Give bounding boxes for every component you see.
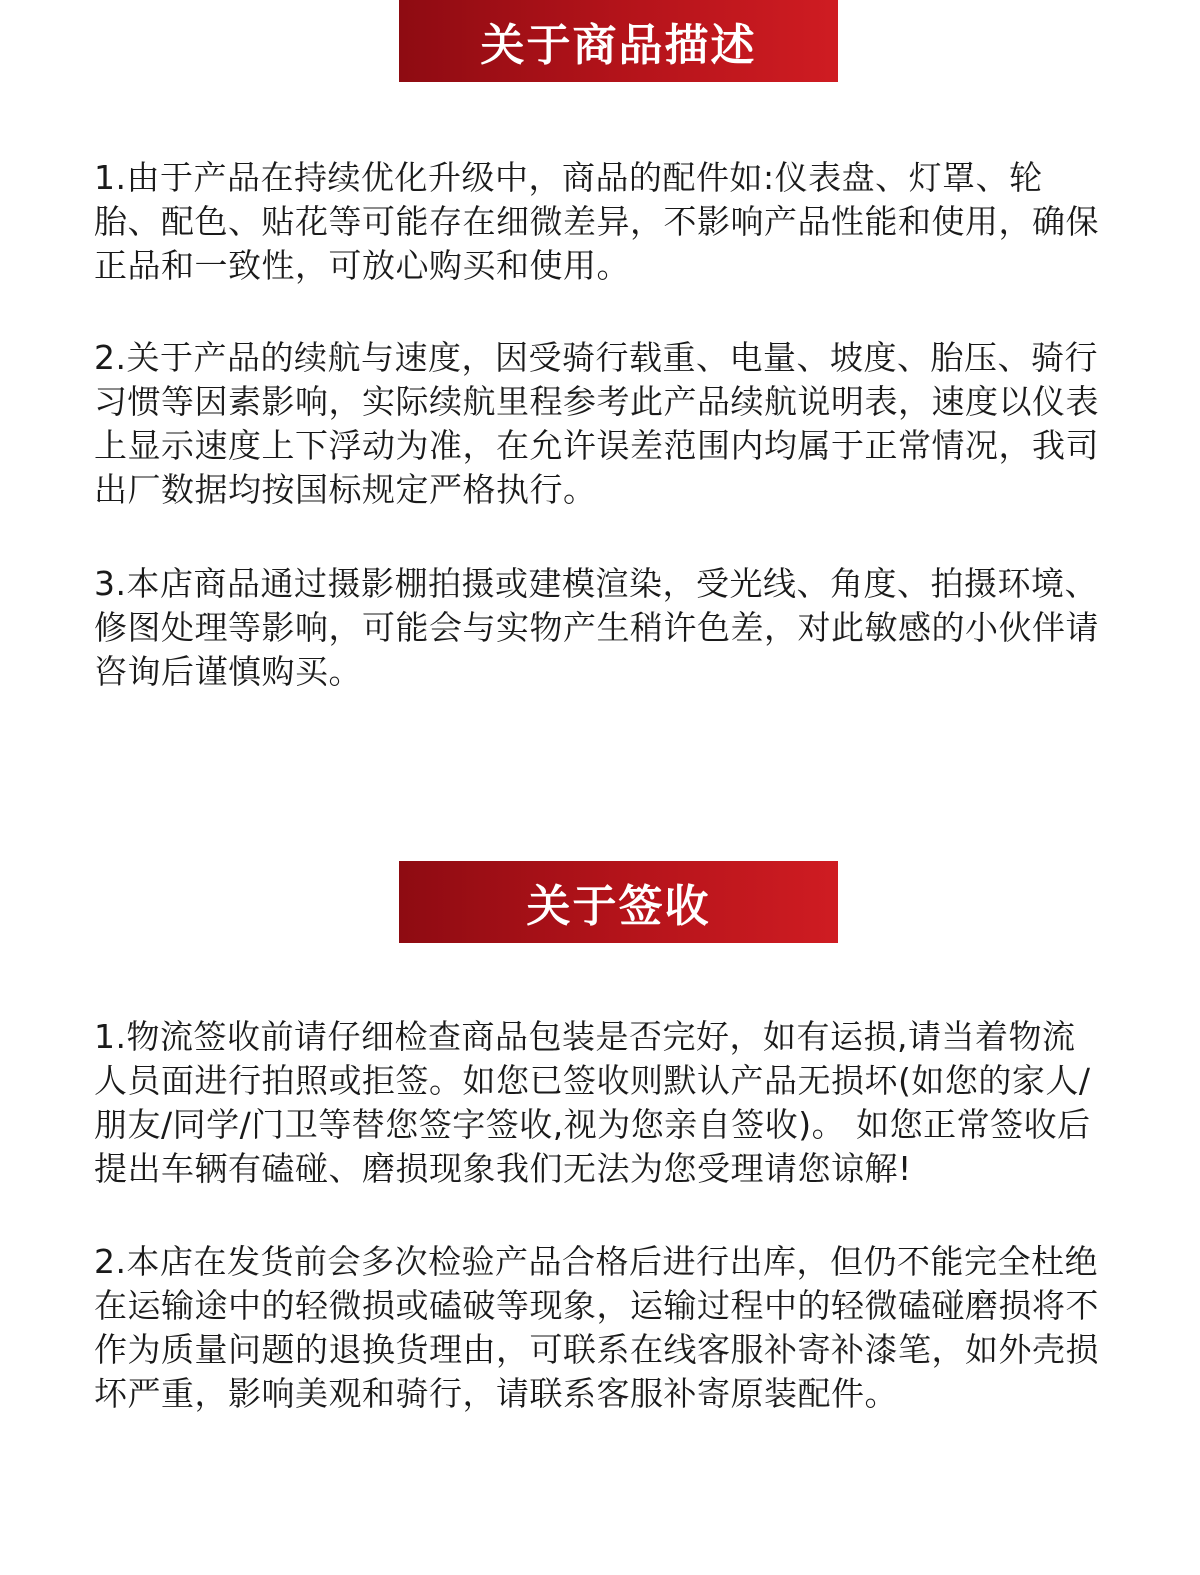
product-description-paragraph-3: 3.本店商品通过摄影棚拍摄或建模渲染，受光线、角度、拍摄环境、修图处理等影响，可能会与实物产生稍许色差，对此敏感的小伙伴请咨询后谨慎购买。 bbox=[94, 564, 1099, 691]
delivery-signing-paragraph-1: 1.物流签收前请仔细检查商品包装是否完好，如有运损,请当着物流人员面进行拍照或拒签。如您已签收则默认产品无损坏(如您的家人/朋友/同学/门卫等替您签字签收,视为您亲自签收)。 如您正常签收后提出车辆有磕碰、磨损现象我们无法为您受理请您谅解! bbox=[94, 1017, 1091, 1188]
product-description-paragraph-2: 2.关于产品的续航与速度，因受骑行载重、电量、坡度、胎压、骑行习惯等因素影响，实际续航里程参考此产品续航说明表，速度以仪表上显示速度上下浮动为准，在允许误差范围内均属于正常情况，我司出厂数据均按国标规定严格执行。 bbox=[94, 338, 1099, 509]
section-title-product-description bbox=[399, 0, 838, 82]
section-title-text: 关于商品描述 bbox=[480, 20, 757, 71]
product-description-paragraph-1: 1.由于产品在持续优化升级中，商品的配件如:仪表盘、灯罩、轮胎、配色、贴花等可能存在细微差异，不影响产品性能和使用，确保正品和一致性，可放心购买和使用。 bbox=[94, 158, 1099, 285]
section-title-delivery-signing bbox=[399, 861, 838, 943]
section-title-text: 关于签收 bbox=[526, 881, 711, 932]
delivery-signing-paragraph-2: 2.本店在发货前会多次检验产品合格后进行出库，但仍不能完全杜绝在运输途中的轻微损或磕破等现象，运输过程中的轻微磕碰磨损将不作为质量问题的退换货理由，可联系在线客服补寄补漆笔，如外壳损坏严重，影响美观和骑行，请联系客服补寄原装配件。 bbox=[94, 1242, 1099, 1413]
